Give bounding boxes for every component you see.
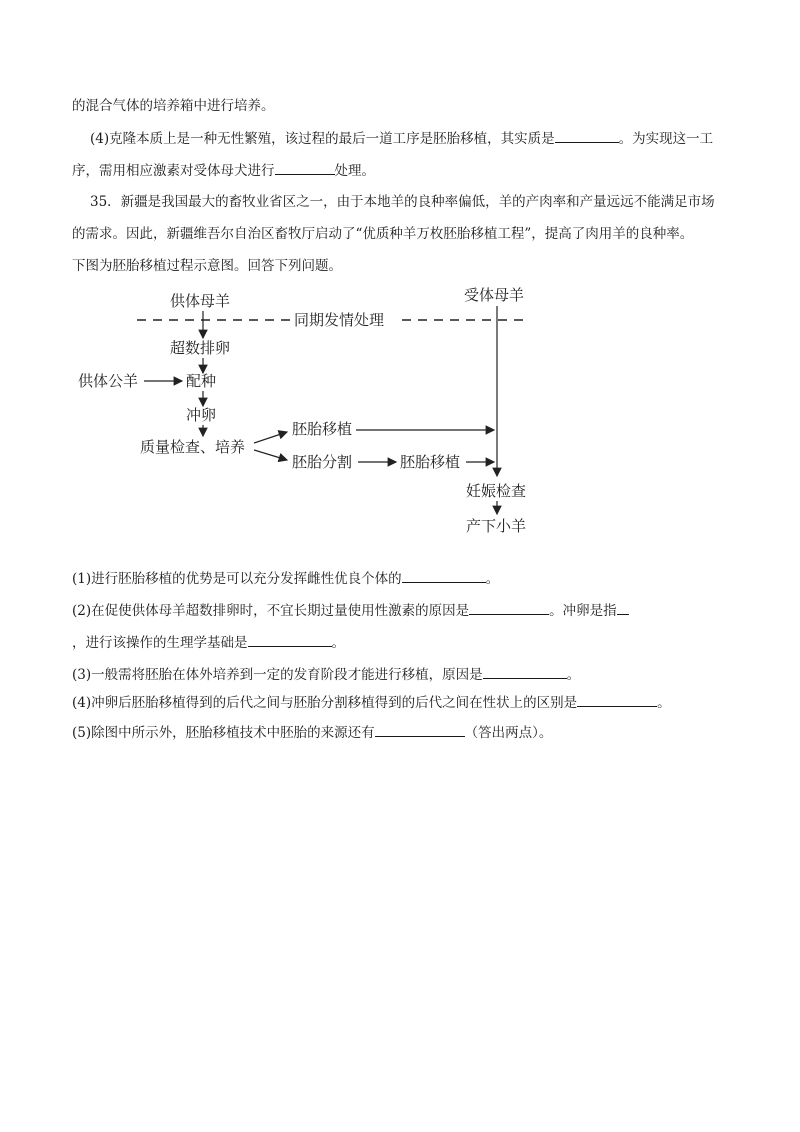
text: (5)除图中所示外，胚胎移植技术中胚胎的来源还有	[72, 725, 375, 741]
text: （答出两点）。	[464, 725, 553, 741]
text: ，进行该操作的生理学基础是	[72, 635, 248, 651]
lambs-label: 产下小羊	[466, 517, 527, 535]
question-5	[72, 722, 552, 743]
transfer-upper-label: 胚胎移植	[292, 420, 353, 438]
text: 的混合气体的培养箱中进行培养。	[72, 98, 275, 114]
answer-blank[interactable]	[577, 692, 657, 707]
text: (4)冲卵后胚胎移植得到的后代之间与胚胎分割移植得到的后代之间在性状上的区别是	[72, 695, 578, 711]
text: (2)在促使供体母羊超数排卵时，不宜长期过量使用性激素的原因是	[72, 603, 470, 619]
mating-label: 配种	[186, 372, 217, 390]
answer-blank[interactable]	[483, 664, 567, 679]
answer-blank[interactable]	[555, 128, 619, 143]
text: 。	[485, 571, 500, 587]
question-2	[72, 600, 629, 621]
text: 35．新疆是我国最大的畜牧业省区之一，由于本地羊的良种率偏低，羊的产肉率和产量远远不能满足市场	[90, 194, 715, 210]
answer-blank[interactable]	[248, 632, 332, 647]
pregnancy-check-label: 妊娠检查	[466, 482, 527, 500]
text: 处理。	[334, 163, 375, 179]
text: 。	[566, 667, 581, 683]
answer-blank[interactable]	[402, 568, 486, 583]
answer-blank[interactable]	[469, 600, 549, 615]
text: 。冲卵是指	[549, 603, 617, 619]
answer-blank[interactable]	[375, 722, 465, 737]
q35-intro-line2	[72, 224, 693, 244]
text: 序，需用相应激素对受体母犬进行	[72, 163, 275, 179]
question-4-prev	[90, 128, 713, 149]
text: (1)进行胚胎移植的优势是可以充分发挥雌性优良个体的	[72, 571, 402, 587]
text: 。	[657, 695, 671, 711]
q35-intro-line3	[72, 256, 342, 276]
sync-label: 同期发情处理	[294, 311, 385, 329]
quality-check-label: 质量检查、培养	[140, 438, 246, 456]
question-2-cont	[72, 632, 345, 653]
question-4	[72, 692, 671, 713]
answer-blank[interactable]	[275, 160, 335, 175]
text: 。为实现这一工	[618, 131, 714, 147]
text: 下图为胚胎移植过程示意图。回答下列问题。	[72, 258, 342, 274]
answer-blank[interactable]	[617, 600, 629, 615]
donor-ram-label: 供体公羊	[78, 372, 139, 390]
embryo-split-label: 胚胎分割	[292, 453, 353, 471]
text: 的需求。因此，新疆维吾尔自治区畜牧厅启动了“优质种羊万枚胚胎移植工程”，提高了肉用羊的良种率。	[72, 226, 694, 242]
question-4-prev-cont	[72, 160, 375, 181]
donor-ewe-label: 供体母羊	[170, 292, 231, 310]
text-line	[72, 96, 275, 116]
arrow-quality-to-split	[254, 450, 287, 460]
recipient-ewe-label: 受体母羊	[464, 286, 525, 304]
q35-intro-line1	[90, 192, 715, 212]
text: 。	[331, 635, 345, 651]
text: (3)一般需将胚胎在体外培养到一定的发育阶段才能进行移植，原因是	[72, 667, 483, 683]
arrow-quality-to-transfer	[254, 432, 287, 443]
superovulation-label: 超数排卵	[170, 339, 231, 357]
embryo-transfer-diagram	[0, 280, 800, 540]
transfer-lower-label: 胚胎移植	[400, 453, 461, 471]
flushing-label: 冲卵	[186, 406, 217, 424]
question-3	[72, 664, 580, 685]
text: (4)克隆本质上是一种无性繁殖，该过程的最后一道工序是胚胎移植，其实质是	[90, 131, 555, 147]
question-1	[72, 568, 499, 589]
